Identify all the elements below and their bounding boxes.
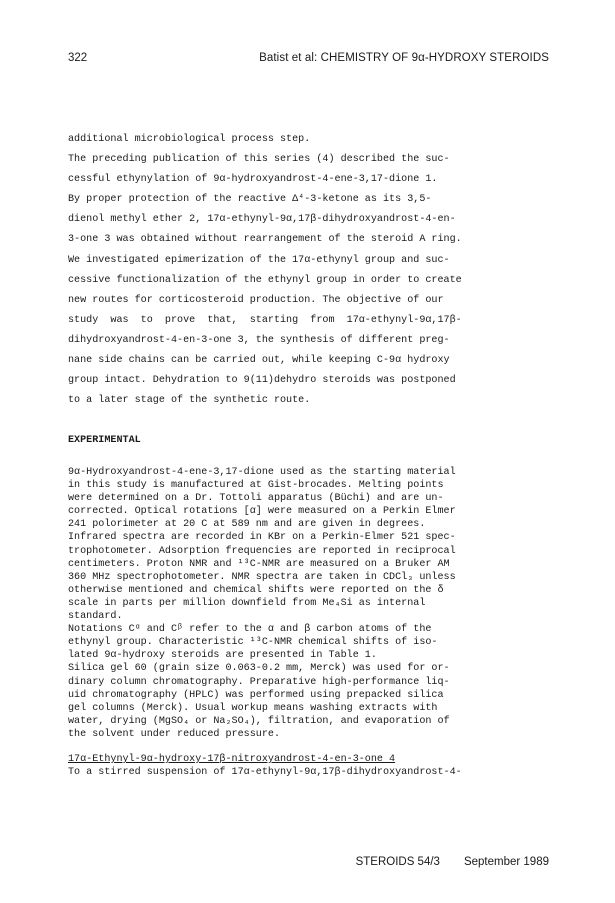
text-line: cessive functionalization of the ethynyl group in order to create bbox=[68, 274, 462, 286]
text-line: dienol methyl ether 2, 17α-ethynyl-9α,17β-dihydroxyandrost-4-en- bbox=[68, 214, 456, 226]
text-line: 3-one 3 was obtained without rearrangement of the steroid A ring. bbox=[68, 234, 462, 246]
text-line: centimeters. Proton NMR and ¹³C-NMR are measured on a Bruker AM bbox=[68, 558, 450, 570]
journal-volume: STEROIDS 54/3 bbox=[355, 856, 440, 868]
publication-date: September 1989 bbox=[463, 856, 549, 868]
text-line: additional microbiological process step. bbox=[68, 134, 311, 145]
page-number: 322 bbox=[68, 52, 88, 64]
text-line: corrected. Optical rotations [α] were measured on a Perkin Elmer bbox=[68, 506, 456, 518]
text-line: otherwise mentioned and chemical shifts were reported on the δ bbox=[68, 584, 444, 596]
intro-paragraphs bbox=[68, 130, 553, 411]
text-line: uid chromatography (HPLC) was performed using prepacked silica bbox=[68, 689, 444, 701]
text-line: By proper protection of the reactive Δ⁴-3-ketone as its 3,5- bbox=[68, 194, 432, 206]
text-line: study was to prove that, starting from 17α-ethynyl-9α,17β- bbox=[68, 314, 462, 326]
text-line: nane side chains can be carried out, while keeping C-9α hydroxy bbox=[68, 355, 450, 367]
text-line: We investigated epimerization of the 17α-ethynyl group and suc- bbox=[68, 254, 450, 266]
text-line: 360 MHz spectrophotometer. NMR spectra are taken in CDCl₃ unless bbox=[68, 571, 456, 583]
text-line: Infrared spectra are recorded in KBr on a Perkin-Elmer 521 spec- bbox=[68, 532, 456, 544]
running-title: Batist et al: CHEMISTRY OF 9α-HYDROXY STEROIDS bbox=[259, 52, 549, 64]
text-line: water, drying (MgSO₄ or Na₂SO₄), filtration, and evaporation of bbox=[68, 715, 450, 727]
text-line: dihydroxyandrost-4-en-3-one 3, the synthesis of different preg- bbox=[68, 334, 450, 346]
text-line: To a stirred suspension of 17α-ethynyl-9α,17β-dihydroxyandrost-4- bbox=[68, 767, 462, 779]
text-line: in this study is manufactured at Gist-brocades. Melting points bbox=[68, 480, 444, 492]
text-line: Silica gel 60 (grain size 0.063-0.2 mm, Merck) was used for or- bbox=[68, 663, 450, 675]
experimental-section bbox=[68, 434, 553, 779]
text-line: to a later stage of the synthetic route. bbox=[68, 395, 311, 407]
text-line: the solvent under reduced pressure. bbox=[68, 728, 281, 740]
text-line: standard. bbox=[68, 611, 123, 623]
page-footer bbox=[332, 856, 549, 868]
section-heading: EXPERIMENTAL bbox=[68, 435, 141, 446]
text-line: trophotometer. Adsorption frequencies are reported in reciprocal bbox=[68, 545, 456, 557]
text-line: scale in parts per million downfield from Me₄Si as internal bbox=[68, 597, 426, 609]
text-line: Notations Cᵅ and Cᵝ refer to the α and β carbon atoms of the bbox=[68, 624, 432, 636]
text-line: ethynyl group. Characteristic ¹³C-NMR chemical shifts of iso- bbox=[68, 637, 438, 649]
text-line: group intact. Dehydration to 9(11)dehydro steroids was postponed bbox=[68, 375, 456, 387]
text-line: lated 9α-hydroxy steroids are presented in Table 1. bbox=[68, 650, 377, 662]
text-line: new routes for corticosteroid production. The objective of our bbox=[68, 294, 444, 306]
text-line: gel columns (Merck). Usual workup means washing extracts with bbox=[68, 702, 438, 714]
compound-subheading: 17α-Ethynyl-9α-hydroxy-17β-nitroxyandrost-4-en-3-one 4 bbox=[68, 753, 396, 765]
text-line: cessful ethynylation of 9α-hydroxyandrost-4-ene-3,17-dione 1. bbox=[68, 174, 438, 186]
text-line: 9α-Hydroxyandrost-4-ene-3,17-dione used as the starting material bbox=[68, 467, 456, 478]
text-line: The preceding publication of this series (4) described the suc- bbox=[68, 154, 450, 166]
text-line: were determined on a Dr. Tottoli apparatus (Büchi) and are un- bbox=[68, 493, 444, 505]
text-line: 241 polorimeter at 20 C at 589 nm and are given in degrees. bbox=[68, 519, 426, 531]
text-line: dinary column chromatography. Preparative high-performance liq- bbox=[68, 676, 450, 688]
